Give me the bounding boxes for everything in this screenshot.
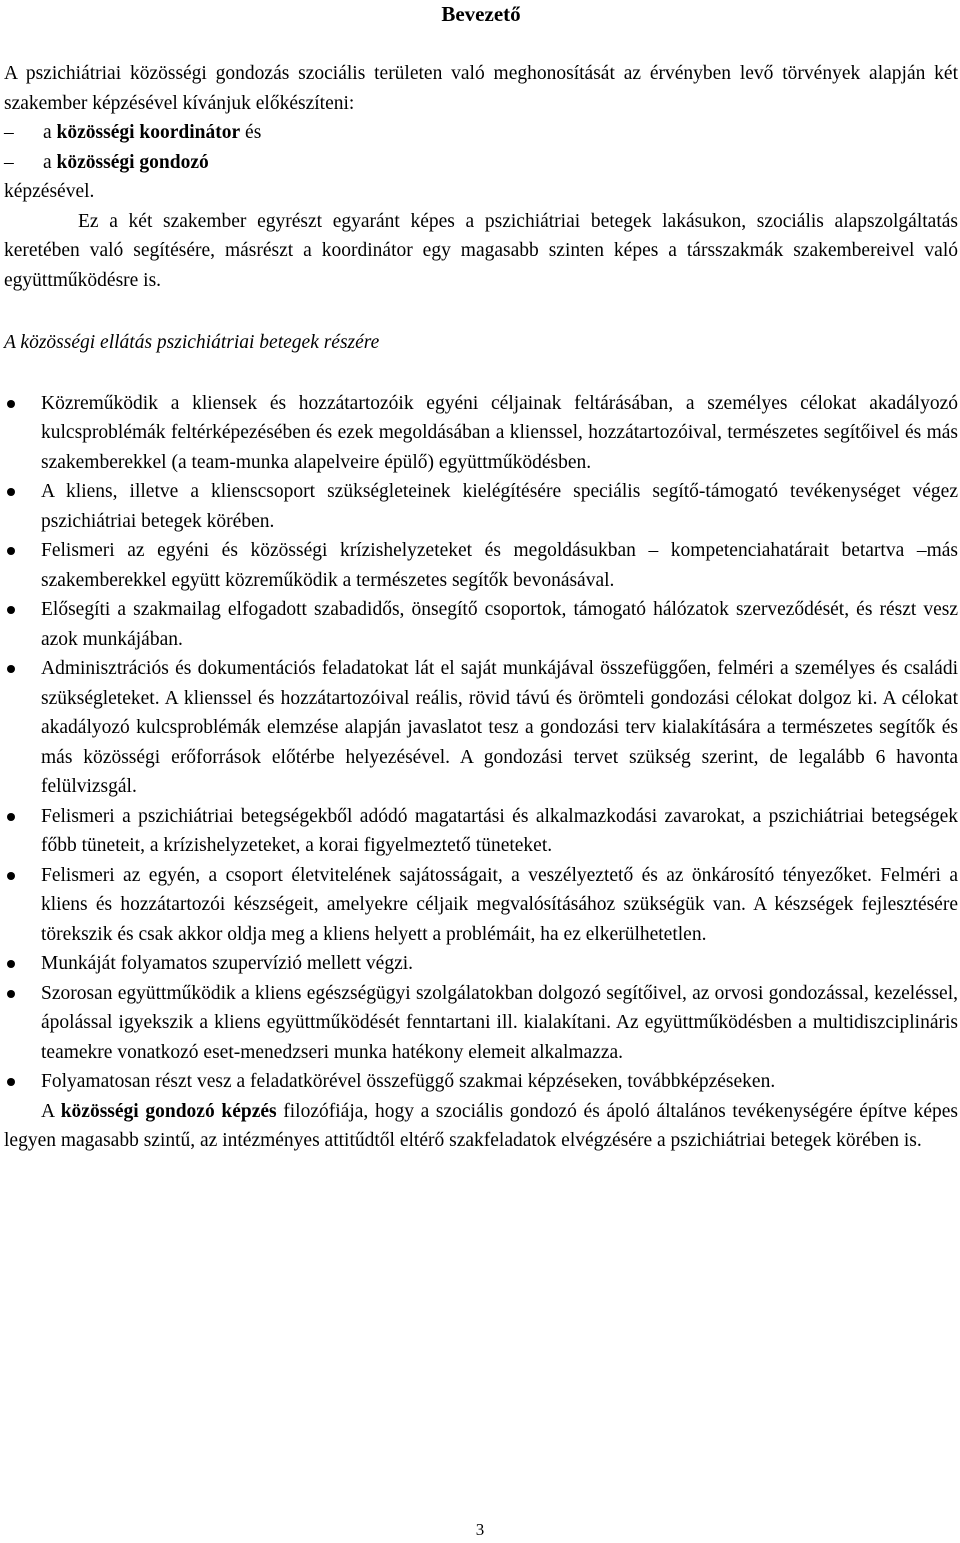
bullet-item: Adminisztrációs és dokumentációs feladatokat lát el saját munkájával összefüggően, felméri a személyes és családi szükségleteket. A klienssel és hozzátartozóival reális, rövid távú és örömteli gondozási célokat dolgoz ki. A célokat akadályozó kulcsproblémák elemzése alapján javaslatot tesz a gondozási terv kialakítására a természetes segítők és más közösségi erőforrások előtérbe helyezésével. A gondozási tervet szükség szerint, de legalább 6 havonta felülvizsgál.: [4, 654, 958, 802]
page-number: 3: [475, 1520, 485, 1539]
bullet-icon: [4, 536, 41, 566]
dash-marker: –: [4, 122, 14, 143]
intro-after: képzésével.: [4, 181, 95, 202]
bullet-icon: [4, 979, 41, 1009]
list-item-prefix: a: [43, 151, 57, 173]
bullet-item: Elősegíti a szakmailag elfogadott szabadidős, önsegítő csoportok, támogató hálózatok szerveződését, és részt vesz azok munkájában.: [4, 595, 958, 654]
closing-bold: közösségi gondozó képzés: [60, 1100, 277, 1122]
list-item-suffix: és: [240, 122, 262, 143]
bullet-item: Közreműködik a kliensek és hozzátartozóik egyéni céljainak feltárásában, a személyes célokat akadályozó kulcsproblémák feltérképezésében és ezek megoldásában a klienssel, hozzátartozóival, természetes segítőivel és más szakemberekkel (a team-munka alapelveire épülő) együttműködésben.: [4, 389, 958, 478]
bullet-icon: [4, 861, 41, 891]
bullet-item: Folyamatosan részt vesz a feladatkörével összefüggő szakmai képzéseken, továbbképzéseken.: [4, 1067, 958, 1097]
intro-paragraph: A pszichiátriai közösségi gondozás szociális területen való meghonosítását az érvényben levő törvények alapján két szakember képzésével kívánjuk előkészíteni:: [4, 63, 958, 114]
bullet-item: Felismeri a pszichiátriai betegségekből adódó magatartási és alkalmazkodási zavarokat, a pszichiátriai betegségek főbb tüneteit, a krízishelyzeteket, a korai figyelmeztető tüneteket.: [4, 802, 958, 861]
closing-paragraph: A közösségi gondozó képzés filozófiája, hogy a szociális gondozó és ápoló általános tevékenységére építve képes legyen magasabb szintű, az intézményes attitűdtől eltérő szakfeladatok elvégzésére a pszichiátriai betegek körében is.: [4, 1100, 958, 1151]
bullet-item: Felismeri az egyéni és közösségi krízishelyzeteket és megoldásukban – kompetenciahatárait betartva –más szakemberekkel együtt közreműködik a természetes segítők bevonásával.: [4, 536, 958, 595]
list-item: [4, 148, 958, 178]
section-heading: A közösségi ellátás pszichiátriai betegek részére: [4, 332, 380, 353]
bullet-icon: [4, 389, 41, 419]
list-item: [4, 118, 958, 148]
bullet-item: Felismeri az egyén, a csoport életvitelének sajátosságait, a veszélyeztető és az önkárosító tényezőket. Felméri a kliens és hozzátartozói készségeit, amelyekre céljaik megvalósításához szükségük van. A készségek fejlesztésére törekszik és csak akkor oldja meg a kliens helyett a problémáit, ha ez elkerülhetetlen.: [4, 861, 958, 950]
bullet-icon: [4, 595, 41, 625]
body-paragraph: Ez a két szakember egyrészt egyaránt képes a pszichiátriai betegek lakásukon, szociális alapszolgáltatás keretében való segítésére, másrészt a koordinátor egy magasabb szinten képes a társszakmák szakembereivel való együttműködésre is.: [4, 210, 958, 291]
list-item-prefix: a: [43, 122, 57, 143]
dash-marker: –: [4, 151, 14, 173]
bullet-list: [4, 389, 958, 1097]
page-title: Bevezető: [441, 2, 521, 26]
list-item-bold: közösségi koordinátor: [56, 122, 241, 143]
bullet-icon: [4, 1067, 41, 1097]
document-page: [4, 0, 958, 1156]
list-item-bold: közösségi gondozó: [56, 151, 209, 173]
bullet-icon: [4, 802, 41, 832]
bullet-item: A kliens, illetve a klienscsoport szükségleteinek kielégítésére speciális segítő-támogató tevékenységet végez pszichiátriai betegek körében.: [4, 477, 958, 536]
bullet-item: Szorosan együttműködik a kliens egészségügyi szolgálatokban dolgozó segítőivel, az orvosi gondozással, kezeléssel, ápolással igyekszik a kliens együttműködését fenntartani ill. kialakítani. Az együttműködésben a multidiszciplináris teamekre vonatkozó eset-menedzseri munka hatékony elemeit alkalmazza.: [4, 979, 958, 1068]
bullet-icon: [4, 949, 41, 979]
bullet-icon: [4, 477, 41, 507]
bullet-icon: [4, 654, 41, 684]
bullet-item: Munkáját folyamatos szupervízió mellett végzi.: [4, 949, 958, 979]
